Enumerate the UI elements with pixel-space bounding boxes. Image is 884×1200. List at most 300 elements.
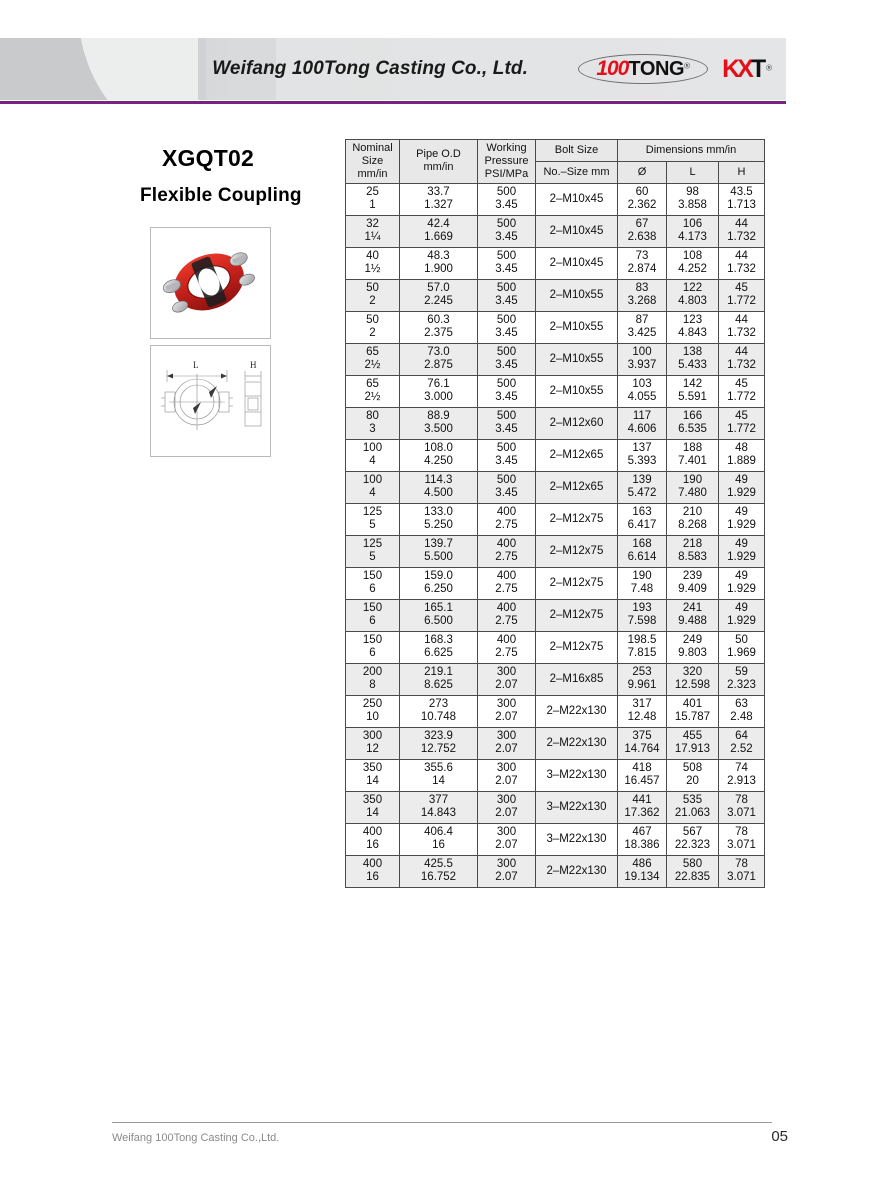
cell-diameter-secondary: 5.472 bbox=[627, 487, 657, 500]
cell-pipe-od-secondary: 6.625 bbox=[424, 647, 453, 660]
table-row bbox=[346, 823, 765, 855]
cell-nominal-size bbox=[346, 631, 400, 663]
cell-working-pressure-secondary: 2.07 bbox=[495, 775, 518, 788]
cell-diameter bbox=[618, 855, 667, 887]
cell-height-primary: 78 bbox=[735, 825, 748, 838]
cell-diameter-primary: 317 bbox=[632, 697, 652, 710]
cell-working-pressure-secondary: 2.07 bbox=[495, 711, 518, 724]
cell-length bbox=[667, 695, 719, 727]
cell-pipe-od-primary: 48.3 bbox=[427, 249, 450, 262]
cell-pipe-od bbox=[400, 631, 478, 663]
cell-diameter-primary: 441 bbox=[632, 793, 652, 806]
working-pressure-line-2: Pressure bbox=[484, 154, 529, 167]
product-name: Flexible Coupling bbox=[140, 185, 302, 206]
cell-nominal-size-secondary: 6 bbox=[369, 615, 376, 628]
logo-100tong-black-text: TONG bbox=[628, 58, 685, 80]
cell-pipe-od bbox=[400, 311, 478, 343]
page-number: 05 bbox=[771, 1128, 788, 1145]
table-row bbox=[346, 343, 765, 375]
cell-bolt-size: 2–M10x55 bbox=[536, 311, 618, 343]
cell-height bbox=[719, 279, 765, 311]
cell-length bbox=[667, 823, 719, 855]
cell-nominal-size bbox=[346, 695, 400, 727]
cell-length bbox=[667, 279, 719, 311]
cell-diameter bbox=[618, 631, 667, 663]
cell-pipe-od bbox=[400, 855, 478, 887]
cell-working-pressure bbox=[478, 471, 536, 503]
cell-diameter-primary: 198.5 bbox=[627, 633, 657, 646]
cell-working-pressure bbox=[478, 855, 536, 887]
table-row bbox=[346, 791, 765, 823]
cell-height bbox=[719, 823, 765, 855]
cell-working-pressure-primary: 300 bbox=[496, 665, 517, 678]
cell-height-secondary: 1.732 bbox=[727, 231, 756, 244]
table-body bbox=[346, 183, 765, 887]
cell-length-primary: 239 bbox=[682, 569, 703, 582]
cell-nominal-size-primary: 125 bbox=[362, 505, 383, 518]
cell-working-pressure bbox=[478, 439, 536, 471]
cell-height bbox=[719, 407, 765, 439]
cell-working-pressure bbox=[478, 183, 536, 215]
cell-length bbox=[667, 759, 719, 791]
cell-height-primary: 49 bbox=[735, 537, 748, 550]
cell-nominal-size bbox=[346, 727, 400, 759]
cell-height-primary: 49 bbox=[735, 505, 748, 518]
cell-bolt-size: 2–M12x75 bbox=[536, 503, 618, 535]
cell-working-pressure-secondary: 2.75 bbox=[495, 551, 518, 564]
col-header-pipe-od bbox=[400, 140, 478, 184]
table-row bbox=[346, 695, 765, 727]
pipe-od-line-2: mm/in bbox=[423, 161, 454, 174]
cell-nominal-size bbox=[346, 503, 400, 535]
product-photo bbox=[150, 227, 271, 339]
cell-pipe-od-primary: 406.4 bbox=[424, 825, 453, 838]
cell-bolt-size: 2–M22x130 bbox=[536, 695, 618, 727]
table-row bbox=[346, 855, 765, 887]
cell-height-secondary: 2.323 bbox=[727, 679, 756, 692]
cell-nominal-size-primary: 50 bbox=[366, 281, 379, 294]
cell-diameter-secondary: 4.606 bbox=[627, 423, 657, 436]
cell-pipe-od-secondary: 2.375 bbox=[424, 327, 453, 340]
table-row bbox=[346, 663, 765, 695]
cell-working-pressure-secondary: 3.45 bbox=[495, 487, 518, 500]
cell-nominal-size-primary: 350 bbox=[362, 793, 383, 806]
cell-working-pressure-secondary: 2.07 bbox=[495, 871, 518, 884]
cell-working-pressure bbox=[478, 567, 536, 599]
cell-pipe-od-secondary: 16.752 bbox=[420, 871, 457, 884]
cell-length-secondary: 4.252 bbox=[678, 263, 707, 276]
cell-height-secondary: 1.732 bbox=[727, 263, 756, 276]
cell-nominal-size-secondary: 1¼ bbox=[364, 231, 381, 244]
cell-nominal-size-primary: 150 bbox=[362, 601, 383, 614]
cell-working-pressure-secondary: 2.07 bbox=[495, 679, 518, 692]
col-header-length: L bbox=[667, 161, 719, 183]
cell-nominal-size-primary: 350 bbox=[362, 761, 383, 774]
cell-length bbox=[667, 215, 719, 247]
cell-length-primary: 580 bbox=[682, 857, 703, 870]
cell-pipe-od-secondary: 12.752 bbox=[420, 743, 457, 756]
cell-working-pressure bbox=[478, 279, 536, 311]
cell-diameter-secondary: 3.425 bbox=[627, 327, 657, 340]
cell-working-pressure-primary: 300 bbox=[496, 825, 517, 838]
cell-height-primary: 74 bbox=[735, 761, 748, 774]
cell-nominal-size-secondary: 3 bbox=[369, 423, 376, 436]
cell-height-secondary: 1.713 bbox=[727, 199, 756, 212]
cell-height-primary: 78 bbox=[735, 857, 748, 870]
cell-working-pressure-secondary: 2.07 bbox=[495, 743, 518, 756]
cell-height-primary: 44 bbox=[735, 313, 748, 326]
cell-nominal-size-primary: 150 bbox=[362, 633, 383, 646]
cell-nominal-size-primary: 100 bbox=[362, 441, 383, 454]
cell-bolt-size: 2–M10x55 bbox=[536, 279, 618, 311]
cell-length-primary: 535 bbox=[682, 793, 703, 806]
cell-nominal-size-primary: 100 bbox=[362, 473, 383, 486]
cell-working-pressure-secondary: 2.07 bbox=[495, 839, 518, 852]
cell-diameter-secondary: 18.386 bbox=[624, 839, 660, 852]
cell-pipe-od-secondary: 5.250 bbox=[424, 519, 453, 532]
cell-working-pressure-secondary: 3.45 bbox=[495, 263, 518, 276]
cell-height-primary: 44 bbox=[735, 345, 748, 358]
cell-pipe-od-primary: 88.9 bbox=[427, 409, 450, 422]
cell-working-pressure-primary: 300 bbox=[496, 793, 517, 806]
cell-diameter bbox=[618, 215, 667, 247]
table-row bbox=[346, 535, 765, 567]
cell-diameter bbox=[618, 823, 667, 855]
cell-pipe-od-primary: 108.0 bbox=[424, 441, 453, 454]
cell-nominal-size-primary: 200 bbox=[362, 665, 383, 678]
cell-nominal-size bbox=[346, 535, 400, 567]
cell-diameter-primary: 467 bbox=[632, 825, 652, 838]
cell-diameter-secondary: 16.457 bbox=[624, 775, 660, 788]
cell-working-pressure-secondary: 3.45 bbox=[495, 391, 518, 404]
cell-pipe-od-primary: 133.0 bbox=[424, 505, 453, 518]
logo-100tong bbox=[578, 54, 708, 84]
cell-height-primary: 63 bbox=[735, 697, 748, 710]
cell-nominal-size-secondary: 1½ bbox=[364, 263, 381, 276]
cell-working-pressure-primary: 500 bbox=[496, 441, 517, 454]
cell-pipe-od-primary: 57.0 bbox=[427, 281, 450, 294]
cell-length-secondary: 12.598 bbox=[674, 679, 711, 692]
cell-nominal-size bbox=[346, 855, 400, 887]
cell-diameter bbox=[618, 407, 667, 439]
cell-length bbox=[667, 343, 719, 375]
cell-bolt-size: 2–M10x55 bbox=[536, 343, 618, 375]
cell-bolt-size: 2–M10x45 bbox=[536, 183, 618, 215]
cell-pipe-od-primary: 425.5 bbox=[424, 857, 453, 870]
registered-trademark-icon: ® bbox=[684, 61, 691, 71]
table-row bbox=[346, 311, 765, 343]
cell-height bbox=[719, 439, 765, 471]
registered-trademark-icon-secondary: ® bbox=[766, 63, 772, 73]
cell-pipe-od-secondary: 4.250 bbox=[424, 455, 453, 468]
footer-divider bbox=[112, 1122, 772, 1123]
cell-diameter-primary: 486 bbox=[632, 857, 652, 870]
cell-height bbox=[719, 471, 765, 503]
cell-nominal-size-secondary: 16 bbox=[366, 839, 379, 852]
cell-height-primary: 78 bbox=[735, 793, 748, 806]
table-row bbox=[346, 375, 765, 407]
cell-diameter-secondary: 12.48 bbox=[627, 711, 657, 724]
cell-height-secondary: 1.929 bbox=[727, 487, 756, 500]
cell-length-primary: 508 bbox=[682, 761, 703, 774]
cell-height-primary: 45 bbox=[735, 281, 748, 294]
logo-100tong-red-text: 100 bbox=[596, 57, 629, 80]
cell-length-primary: 138 bbox=[682, 345, 703, 358]
cell-pipe-od-secondary: 2.875 bbox=[424, 359, 453, 372]
cell-length-secondary: 21.063 bbox=[674, 807, 711, 820]
cell-diameter-primary: 163 bbox=[632, 505, 652, 518]
cell-nominal-size-primary: 65 bbox=[366, 345, 379, 358]
cell-pipe-od-primary: 165.1 bbox=[424, 601, 453, 614]
cell-diameter-secondary: 6.614 bbox=[627, 551, 657, 564]
cell-diameter-secondary: 5.393 bbox=[627, 455, 657, 468]
cell-height-primary: 64 bbox=[735, 729, 748, 742]
cell-length-primary: 188 bbox=[682, 441, 703, 454]
table-row bbox=[346, 567, 765, 599]
drawing-label-height: H bbox=[250, 360, 257, 370]
col-header-bolt-no-size: No.–Size mm bbox=[536, 161, 618, 183]
cell-pipe-od bbox=[400, 791, 478, 823]
cell-length-primary: 106 bbox=[682, 217, 703, 230]
cell-diameter bbox=[618, 695, 667, 727]
cell-diameter-primary: 73 bbox=[635, 249, 649, 262]
cell-diameter-primary: 139 bbox=[632, 473, 652, 486]
cell-height-secondary: 1.889 bbox=[727, 455, 756, 468]
cell-pipe-od-primary: 114.3 bbox=[424, 473, 453, 486]
cell-diameter bbox=[618, 567, 667, 599]
cell-length-primary: 98 bbox=[686, 185, 699, 198]
cell-length-secondary: 9.488 bbox=[678, 615, 707, 628]
cell-height bbox=[719, 343, 765, 375]
cell-working-pressure-primary: 500 bbox=[496, 281, 517, 294]
cell-nominal-size bbox=[346, 343, 400, 375]
cell-pipe-od bbox=[400, 439, 478, 471]
cell-height bbox=[719, 375, 765, 407]
cell-pipe-od bbox=[400, 695, 478, 727]
cell-diameter-primary: 375 bbox=[632, 729, 652, 742]
cell-length-primary: 190 bbox=[682, 473, 703, 486]
cell-bolt-size: 2–M12x75 bbox=[536, 599, 618, 631]
cell-diameter-primary: 253 bbox=[632, 665, 652, 678]
cell-pipe-od bbox=[400, 727, 478, 759]
cell-nominal-size-primary: 80 bbox=[366, 409, 379, 422]
cell-nominal-size-secondary: 8 bbox=[369, 679, 376, 692]
cell-length-secondary: 4.843 bbox=[678, 327, 707, 340]
cell-length bbox=[667, 311, 719, 343]
table-row bbox=[346, 759, 765, 791]
table-row bbox=[346, 215, 765, 247]
cell-working-pressure bbox=[478, 823, 536, 855]
cell-height bbox=[719, 695, 765, 727]
cell-working-pressure bbox=[478, 695, 536, 727]
cell-length-primary: 122 bbox=[682, 281, 703, 294]
cell-nominal-size bbox=[346, 599, 400, 631]
nominal-size-line-2: Size bbox=[361, 154, 384, 167]
cell-height bbox=[719, 727, 765, 759]
cell-nominal-size-primary: 65 bbox=[366, 377, 379, 390]
cell-length bbox=[667, 727, 719, 759]
cell-length-primary: 455 bbox=[682, 729, 703, 742]
cell-pipe-od-primary: 73.0 bbox=[427, 345, 450, 358]
cell-working-pressure-secondary: 3.45 bbox=[495, 199, 518, 212]
cell-pipe-od-secondary: 5.500 bbox=[424, 551, 453, 564]
cell-bolt-size: 2–M12x75 bbox=[536, 535, 618, 567]
table-row bbox=[346, 279, 765, 311]
cell-length-secondary: 3.858 bbox=[678, 199, 707, 212]
cell-height-primary: 49 bbox=[735, 473, 748, 486]
cell-working-pressure-primary: 500 bbox=[496, 377, 517, 390]
cell-diameter bbox=[618, 375, 667, 407]
cell-diameter bbox=[618, 439, 667, 471]
cell-pipe-od-secondary: 3.000 bbox=[424, 391, 453, 404]
coupling-drawing-illustration bbox=[151, 346, 268, 454]
cell-nominal-size bbox=[346, 663, 400, 695]
product-code: XGQT02 bbox=[162, 145, 254, 171]
cell-bolt-size: 2–M12x65 bbox=[536, 471, 618, 503]
cell-working-pressure bbox=[478, 599, 536, 631]
cell-diameter-secondary: 9.961 bbox=[627, 679, 657, 692]
cell-diameter-primary: 190 bbox=[632, 569, 652, 582]
cell-nominal-size bbox=[346, 183, 400, 215]
cell-height bbox=[719, 855, 765, 887]
cell-pipe-od-primary: 60.3 bbox=[427, 313, 450, 326]
cell-diameter-primary: 60 bbox=[635, 185, 649, 198]
cell-working-pressure-primary: 500 bbox=[496, 185, 517, 198]
cell-length bbox=[667, 791, 719, 823]
cell-bolt-size: 3–M22x130 bbox=[536, 759, 618, 791]
cell-height-secondary: 1.929 bbox=[727, 551, 756, 564]
cell-diameter-primary: 67 bbox=[635, 217, 649, 230]
cell-working-pressure-secondary: 2.07 bbox=[495, 807, 518, 820]
cell-nominal-size-secondary: 6 bbox=[369, 647, 376, 660]
cell-length-primary: 320 bbox=[682, 665, 703, 678]
cell-pipe-od bbox=[400, 279, 478, 311]
cell-height-primary: 50 bbox=[735, 633, 748, 646]
cell-pipe-od-secondary: 8.625 bbox=[424, 679, 453, 692]
cell-nominal-size-secondary: 16 bbox=[366, 871, 379, 884]
cell-working-pressure bbox=[478, 503, 536, 535]
cell-diameter-primary: 168 bbox=[632, 537, 652, 550]
cell-length bbox=[667, 439, 719, 471]
cell-nominal-size-primary: 40 bbox=[366, 249, 379, 262]
cell-diameter-secondary: 3.268 bbox=[627, 295, 657, 308]
table-row bbox=[346, 727, 765, 759]
table-row bbox=[346, 183, 765, 215]
cell-height bbox=[719, 567, 765, 599]
cell-working-pressure bbox=[478, 791, 536, 823]
cell-height bbox=[719, 183, 765, 215]
cell-length bbox=[667, 535, 719, 567]
cell-bolt-size: 2–M22x130 bbox=[536, 855, 618, 887]
cell-diameter-primary: 418 bbox=[632, 761, 652, 774]
cell-nominal-size-secondary: 4 bbox=[369, 455, 376, 468]
cell-pipe-od-primary: 273 bbox=[428, 697, 449, 710]
cell-height bbox=[719, 663, 765, 695]
cell-working-pressure-primary: 500 bbox=[496, 313, 517, 326]
cell-length bbox=[667, 503, 719, 535]
cell-height bbox=[719, 311, 765, 343]
cell-length-secondary: 22.835 bbox=[674, 871, 711, 884]
cell-height-secondary: 1.772 bbox=[727, 423, 756, 436]
footer-company-name: Weifang 100Tong Casting Co.,Ltd. bbox=[112, 1132, 280, 1144]
cell-working-pressure-secondary: 2.75 bbox=[495, 647, 518, 660]
table-row bbox=[346, 439, 765, 471]
product-technical-drawing bbox=[150, 345, 271, 457]
col-header-dimensions: Dimensions mm/in bbox=[618, 140, 765, 162]
cell-nominal-size-secondary: 14 bbox=[366, 775, 379, 788]
cell-bolt-size: 2–M12x75 bbox=[536, 631, 618, 663]
cell-nominal-size bbox=[346, 791, 400, 823]
cell-length bbox=[667, 663, 719, 695]
cell-height-secondary: 1.732 bbox=[727, 359, 756, 372]
cell-nominal-size-primary: 300 bbox=[362, 729, 383, 742]
cell-length-secondary: 20 bbox=[686, 775, 699, 788]
cell-length bbox=[667, 407, 719, 439]
cell-bolt-size: 2–M10x45 bbox=[536, 247, 618, 279]
cell-nominal-size bbox=[346, 759, 400, 791]
cell-working-pressure-primary: 500 bbox=[496, 473, 517, 486]
cell-length-secondary: 4.173 bbox=[678, 231, 707, 244]
cell-height-primary: 48 bbox=[735, 441, 748, 454]
cell-nominal-size-primary: 400 bbox=[362, 857, 383, 870]
cell-working-pressure-primary: 500 bbox=[496, 249, 517, 262]
table-header-row-1 bbox=[346, 140, 765, 162]
cell-pipe-od-secondary: 10.748 bbox=[420, 711, 457, 724]
cell-height-secondary: 3.071 bbox=[727, 839, 756, 852]
cell-height bbox=[719, 247, 765, 279]
col-header-working-pressure bbox=[478, 140, 536, 184]
cell-pipe-od-secondary: 1.327 bbox=[424, 199, 453, 212]
cell-diameter bbox=[618, 279, 667, 311]
cell-bolt-size: 2–M10x45 bbox=[536, 215, 618, 247]
col-header-bolt-size: Bolt Size bbox=[536, 140, 618, 162]
cell-pipe-od bbox=[400, 247, 478, 279]
cell-pipe-od bbox=[400, 535, 478, 567]
cell-length-secondary: 7.401 bbox=[678, 455, 707, 468]
cell-height-primary: 44 bbox=[735, 249, 748, 262]
cell-nominal-size-secondary: 2 bbox=[369, 327, 376, 340]
cell-diameter bbox=[618, 535, 667, 567]
cell-nominal-size-secondary: 5 bbox=[369, 519, 376, 532]
cell-length-primary: 241 bbox=[682, 601, 703, 614]
cell-diameter-secondary: 6.417 bbox=[627, 519, 657, 532]
cell-bolt-size: 2–M22x130 bbox=[536, 727, 618, 759]
cell-working-pressure-primary: 400 bbox=[496, 537, 517, 550]
cell-length-primary: 249 bbox=[682, 633, 703, 646]
table-row bbox=[346, 599, 765, 631]
cell-working-pressure-primary: 500 bbox=[496, 409, 517, 422]
cell-working-pressure bbox=[478, 311, 536, 343]
cell-height-secondary: 1.772 bbox=[727, 391, 756, 404]
col-header-nominal-size bbox=[346, 140, 400, 184]
cell-diameter-secondary: 2.638 bbox=[627, 231, 657, 244]
cell-diameter bbox=[618, 727, 667, 759]
table-row bbox=[346, 503, 765, 535]
cell-height-primary: 44 bbox=[735, 217, 748, 230]
cell-nominal-size-secondary: 1 bbox=[369, 199, 376, 212]
cell-bolt-size: 2–M10x55 bbox=[536, 375, 618, 407]
cell-working-pressure bbox=[478, 375, 536, 407]
cell-bolt-size: 2–M12x65 bbox=[536, 439, 618, 471]
cell-diameter-primary: 193 bbox=[632, 601, 652, 614]
cell-length-secondary: 4.803 bbox=[678, 295, 707, 308]
cell-nominal-size-secondary: 2 bbox=[369, 295, 376, 308]
cell-diameter bbox=[618, 311, 667, 343]
cell-nominal-size-secondary: 12 bbox=[366, 743, 379, 756]
cell-working-pressure bbox=[478, 407, 536, 439]
cell-length-secondary: 5.433 bbox=[678, 359, 707, 372]
cell-bolt-size: 3–M22x130 bbox=[536, 791, 618, 823]
